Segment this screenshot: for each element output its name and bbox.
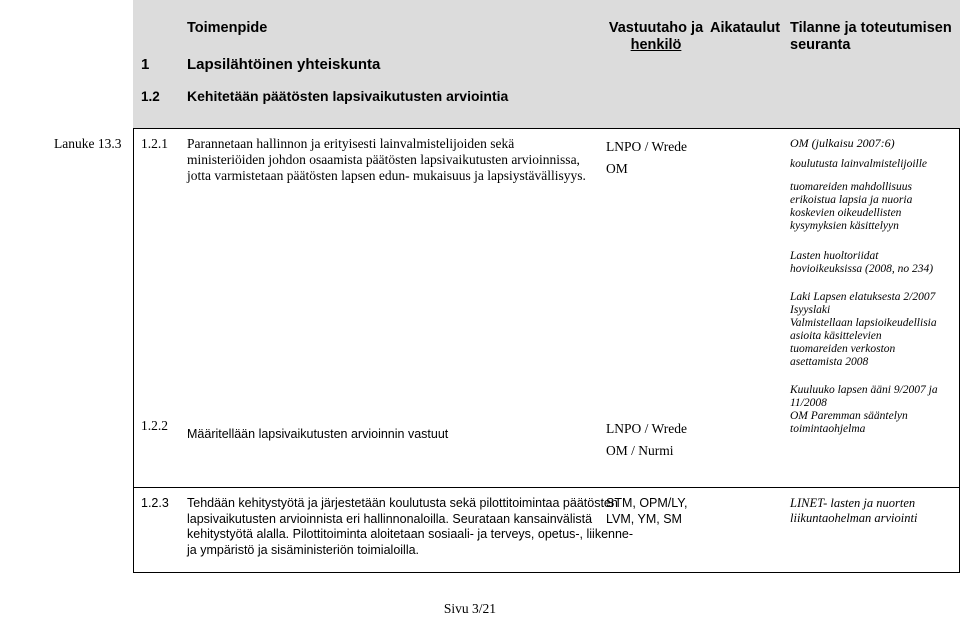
subsection-number: 1.2 [141, 89, 160, 104]
table-bottom-rule [133, 572, 960, 573]
page-number: Sivu 3/21 [443, 601, 497, 616]
action-text: Tehdään kehitystyötä ja järjestetään koulutusta sekä pilottitoimintaa päätösten lapsivaikutusten arvioinnista eri hallinnonaloilla. Seurataan kansainvälistä kehitystyötä alalla. Pilottitoiminta aloitetaan sosiaali- ja terveys, opetus-, liikenne- ja ympäristö ja sisäministeriön toimialoilla. [187, 496, 634, 557]
status-note: OM (julkaisu 2007:6) [790, 136, 895, 150]
row-number: 1.2.2 [141, 418, 168, 433]
row-number: 1.2.3 [141, 496, 169, 510]
row-separator [133, 487, 960, 488]
section-number: 1 [141, 56, 150, 73]
col-header-responsible: Vastuutaho ja henkilö [608, 20, 704, 53]
responsible-text: LNPO / Wrede OM [606, 139, 687, 176]
responsible-text: STM, OPM/LY, LVM, YM, SM [606, 496, 688, 526]
status-note: LINET- lasten ja nuorten liikuntaohelman arviointi [790, 496, 918, 525]
action-text: Parannetaan hallinnon ja erityisesti lainvalmistelijoiden sekä ministeriöiden johdon osaamista päätösten lapsivaikutusten arvioinnissa, jotta varmistetaan päätösten lapsen edun- mukaisuus ja lapsiystävällisyys. [187, 136, 586, 183]
action-text: Määritellään lapsivaikutusten arvioinnin vastuut [187, 427, 449, 441]
status-note: Laki Lapsen elatuksesta 2/2007 Isyyslaki Valmistellaan lapsioikeudellisia asioita käsittelevien tuomareiden verkoston asettamista 2008 [790, 291, 937, 368]
row-number: 1.2.1 [141, 136, 168, 151]
col-header-schedule: Aikataulut [710, 20, 781, 36]
subsection-title: Kehitetään päätösten lapsivaikutusten arviointia [187, 88, 509, 104]
status-note: koulutusta lainvalmistelijoille [790, 158, 928, 170]
status-note: tuomareiden mahdollisuus erikoistua lapsia ja nuoria koskevien oikeudellisten kysymyksien käsittelyyn [790, 181, 913, 232]
col-header-action: Toimenpide [187, 20, 268, 36]
reference-label: Lanuke 13.3 [54, 136, 122, 151]
section-title: Lapsilähtöinen yhteiskunta [187, 56, 381, 73]
col-header-status: Tilanne ja toteutumisen seuranta [790, 20, 952, 53]
header-bottom-rule [133, 128, 960, 129]
status-note: Lasten huoltoriidat hovioikeuksissa (2008, no 234) [790, 250, 934, 275]
table-left-border [133, 128, 134, 573]
responsible-text: LNPO / Wrede OM / Nurmi [606, 421, 687, 458]
status-note: Kuuluuko lapsen ääni 9/2007 ja 11/2008 OM Paremman sääntelyn toimintaohjelma [790, 384, 938, 435]
